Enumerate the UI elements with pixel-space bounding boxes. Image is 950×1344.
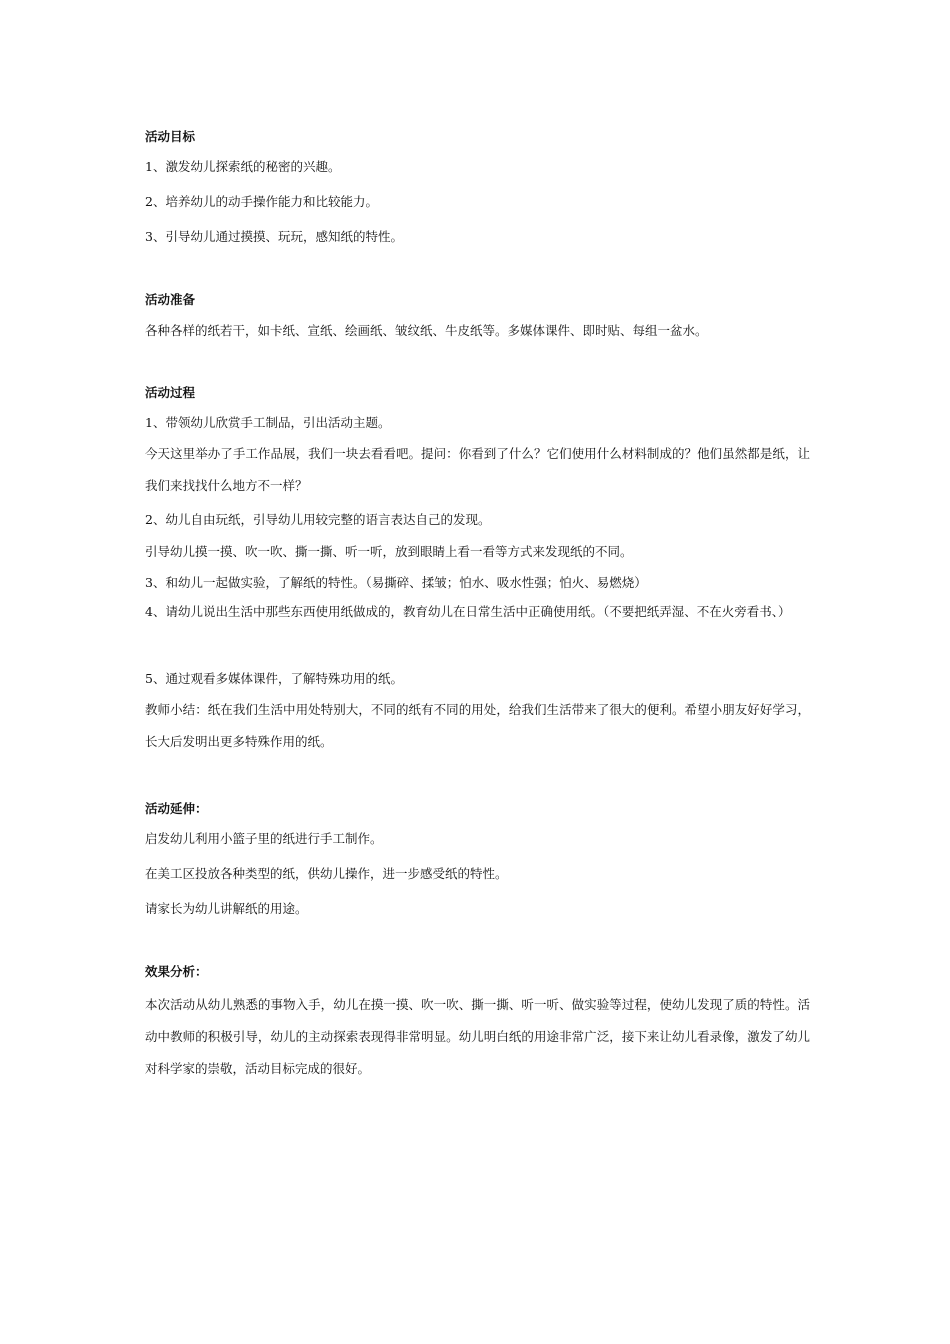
process-step: 2、幼儿自由玩纸，引导幼儿用较完整的语言表达自己的发现。 [145, 512, 491, 527]
process-step: 3、和幼儿一起做实验，了解纸的特性。（易撕碎、揉皱；怕水、吸水性强；怕火、易燃烧） [145, 575, 647, 590]
extension-item: 启发幼儿利用小篮子里的纸进行手工制作。 [145, 831, 383, 846]
extension-item: 请家长为幼儿讲解纸的用途。 [145, 901, 308, 916]
prep-heading: 活动准备 [145, 292, 196, 307]
analysis-text: 本次活动从幼儿熟悉的事物入手，幼儿在摸一摸、吹一吹、撕一撕、听一听、做实验等过程，使幼儿发现了质的特性。活动中教师的积极引导，幼儿的主动探索表现得非常明显。幼儿明白纸的用途非常广泛，接下来让幼儿看录像，激发了幼儿对科学家的崇敬，活动目标完成的很好。 [145, 997, 810, 1076]
process-step-detail: 引导幼儿摸一摸、吹一吹、撕一撕、听一听，放到眼睛上看一看等方式来发现纸的不同。 [145, 544, 633, 559]
process-step-detail: 今天这里举办了手工作品展，我们一块去看看吧。提问：你看到了什么？它们使用什么材料制成的？他们虽然都是纸，让我们来找找什么地方不一样？ [145, 446, 810, 493]
process-step: 4、请幼儿说出生活中那些东西使用纸做成的，教育幼儿在日常生活中正确使用纸。（不要把纸弄湿、不在火旁看书、） [145, 604, 791, 619]
process-step: 5、通过观看多媒体课件，了解特殊功用的纸。 [145, 671, 403, 686]
process-heading: 活动过程 [145, 385, 196, 400]
goals-heading: 活动目标 [145, 129, 196, 144]
extension-item: 在美工区投放各种类型的纸，供幼儿操作，进一步感受纸的特性。 [145, 866, 508, 881]
prep-text: 各种各样的纸若干，如卡纸、宣纸、绘画纸、皱纹纸、牛皮纸等。多媒体课件、即时贴、每组一盆水。 [145, 323, 708, 338]
goal-item: 3、引导幼儿通过摸摸、玩玩，感知纸的特性。 [145, 229, 403, 244]
goal-item: 2、培养幼儿的动手操作能力和比较能力。 [145, 194, 378, 209]
goal-item: 1、激发幼儿探索纸的秘密的兴趣。 [145, 159, 341, 174]
teacher-summary: 教师小结：纸在我们生活中用处特别大，不同的纸有不同的用处，给我们生活带来了很大的便利。希望小朋友好好学习，长大后发明出更多特殊作用的纸。 [145, 702, 810, 749]
extension-heading: 活动延伸： [145, 801, 208, 816]
analysis-heading: 效果分析： [145, 964, 208, 979]
process-step: 1、带领幼儿欣赏手工制品，引出活动主题。 [145, 415, 391, 430]
